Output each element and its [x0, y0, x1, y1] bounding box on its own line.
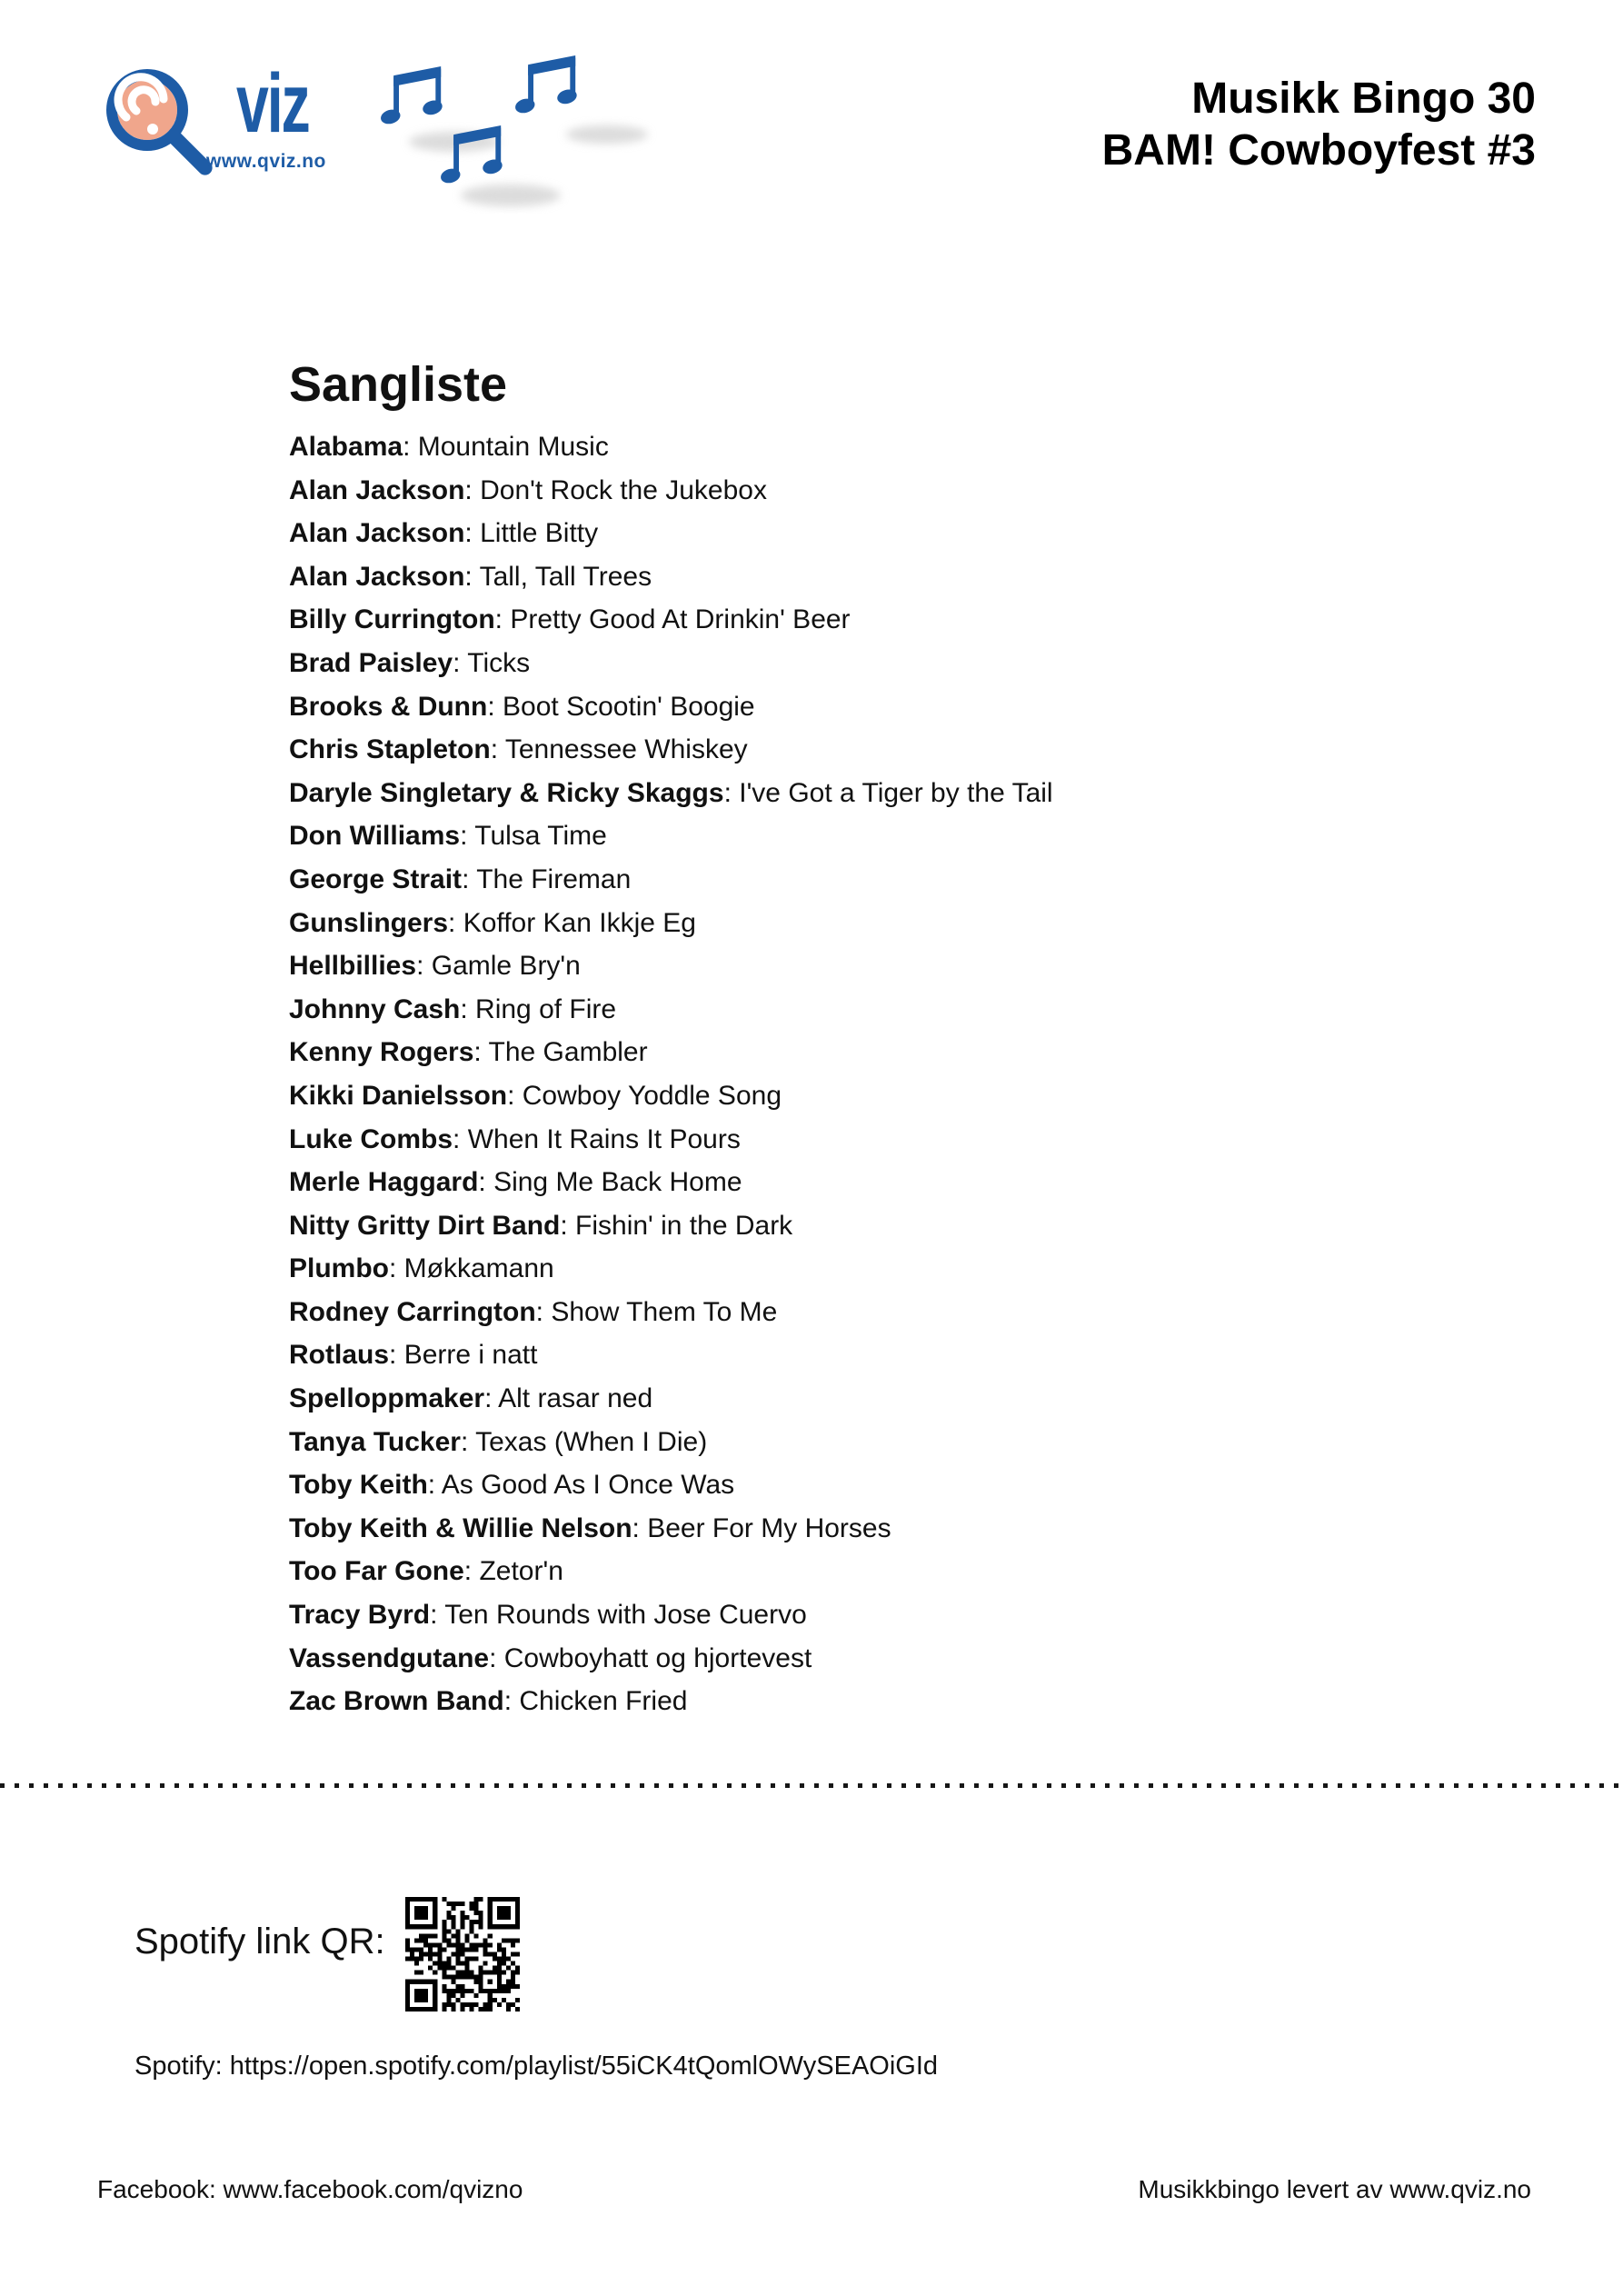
song-artist: Alan Jackson: [289, 474, 465, 505]
song-artist: Plumbo: [289, 1253, 389, 1284]
song-item: [289, 902, 1053, 945]
song-item: [289, 858, 1053, 902]
song-title: Cowboyhatt og hjortevest: [503, 1642, 812, 1673]
song-separator: :: [484, 1383, 499, 1414]
song-item: [289, 1031, 1053, 1074]
song-artist: Merle Haggard: [289, 1167, 479, 1198]
song-title: Ring of Fire: [475, 993, 617, 1024]
song-item: [289, 1074, 1053, 1118]
event-title: Musikk Bingo 30: [1191, 75, 1536, 123]
song-artist: Tracy Byrd: [289, 1600, 431, 1631]
song-item: [289, 772, 1053, 815]
song-item: [289, 1118, 1053, 1162]
song-separator: :: [490, 734, 505, 765]
song-title: Show Them To Me: [551, 1296, 778, 1327]
song-item: [289, 425, 1053, 469]
song-item: [289, 1247, 1053, 1291]
song-artist: Zac Brown Band: [289, 1686, 504, 1717]
song-item: [289, 1463, 1053, 1507]
song-item: [289, 1377, 1053, 1421]
song-item: [289, 1637, 1053, 1681]
song-separator: :: [507, 1080, 523, 1111]
logo-url: www.qviz.no: [206, 151, 326, 172]
music-notes-icon: [363, 45, 663, 214]
song-separator: :: [473, 1037, 489, 1068]
song-title: The Fireman: [476, 863, 632, 894]
song-item: [289, 685, 1053, 729]
song-separator: :: [460, 1426, 476, 1457]
song-separator: :: [403, 432, 418, 462]
song-title: Don't Rock the Jukebox: [480, 474, 767, 505]
song-artist: Vassendgutane: [289, 1642, 490, 1673]
song-title: Fishin' in the Dark: [575, 1210, 793, 1241]
song-separator: :: [478, 1167, 494, 1198]
song-separator: :: [389, 1253, 404, 1284]
song-separator: :: [430, 1600, 445, 1631]
spotify-qr-label: Spotify link QR:: [134, 1922, 385, 1962]
spotify-link: Spotify: https://open.spotify.com/playlist/55iCK4tQomlOWySEAOiGId: [134, 2051, 939, 2081]
song-separator: :: [723, 777, 740, 808]
song-item: [289, 1204, 1053, 1248]
page-title: Sangliste: [289, 357, 508, 412]
song-list: [289, 425, 1053, 1723]
song-artist: Chris Stapleton: [289, 734, 491, 765]
song-title: Mountain Music: [417, 432, 609, 462]
song-title: Pretty Good At Drinkin' Beer: [510, 604, 851, 635]
song-separator: :: [464, 474, 481, 505]
song-artist: Don Williams: [289, 821, 461, 852]
song-title: As Good As I Once Was: [441, 1470, 735, 1501]
logo-text: viz: [236, 57, 309, 150]
header-titles: [1102, 73, 1536, 176]
song-separator: :: [460, 821, 475, 852]
song-separator: :: [535, 1296, 552, 1327]
song-title: Cowboy Yoddle Song: [522, 1080, 782, 1111]
cut-line: [0, 1783, 1623, 1788]
song-title: Ten Rounds with Jose Cuervo: [444, 1600, 807, 1631]
song-title: Chicken Fried: [519, 1686, 688, 1717]
song-artist: Rodney Carrington: [289, 1296, 536, 1327]
song-artist: George Strait: [289, 863, 463, 894]
song-separator: :: [416, 951, 432, 982]
event-subtitle: BAM! Cowboyfest #3: [1101, 126, 1536, 175]
song-title: Sing Me Back Home: [493, 1167, 742, 1198]
song-title: Tennessee Whiskey: [504, 734, 748, 765]
song-separator: :: [503, 1686, 520, 1717]
song-artist: Billy Currington: [289, 604, 495, 635]
song-separator: :: [389, 1340, 404, 1371]
song-item: [289, 1333, 1053, 1377]
song-separator: :: [494, 604, 511, 635]
song-item: [289, 1421, 1053, 1464]
song-item: [289, 512, 1053, 555]
song-item: [289, 1161, 1053, 1204]
song-artist: Daryle Singletary & Ricky Skaggs: [289, 777, 724, 808]
song-item: [289, 598, 1053, 642]
song-item: [289, 814, 1053, 858]
song-item: [289, 1550, 1053, 1593]
song-item: [289, 1680, 1053, 1723]
song-title: Møkkamann: [403, 1253, 554, 1284]
song-artist: Rotlaus: [289, 1340, 390, 1371]
song-separator: :: [464, 561, 480, 592]
spotify-qr-code: [405, 1897, 520, 2011]
song-artist: Spelloppmaker: [289, 1383, 485, 1414]
song-separator: :: [560, 1210, 576, 1241]
song-artist: Toby Keith: [289, 1470, 428, 1501]
song-separator: :: [464, 518, 481, 549]
song-item: [289, 728, 1053, 772]
song-separator: :: [427, 1470, 442, 1501]
song-item: [289, 1507, 1053, 1551]
song-title: Texas (When I Die): [475, 1426, 708, 1457]
song-item: [289, 1593, 1053, 1637]
song-separator: :: [463, 1556, 480, 1587]
song-title: Ticks: [467, 647, 531, 678]
song-separator: :: [453, 1123, 468, 1154]
song-title: Alt rasar ned: [498, 1383, 653, 1414]
song-artist: Brooks & Dunn: [289, 691, 488, 722]
song-title: Boot Scootin' Boogie: [503, 691, 755, 722]
song-title: The Gambler: [488, 1037, 648, 1068]
song-artist: Brad Paisley: [289, 647, 453, 678]
song-artist: Gunslingers: [289, 907, 449, 938]
song-title: Beer For My Horses: [647, 1512, 891, 1543]
song-separator: :: [448, 907, 463, 938]
song-separator: :: [453, 647, 468, 678]
song-item: [289, 944, 1053, 988]
song-title: Koffor Kan Ikkje Eg: [463, 907, 696, 938]
credit-text: Musikkbingo levert av www.qviz.no: [1138, 2175, 1531, 2203]
song-separator: :: [487, 691, 503, 722]
song-artist: Nitty Gritty Dirt Band: [289, 1210, 561, 1241]
song-item: [289, 988, 1053, 1032]
song-separator: :: [632, 1512, 648, 1543]
qviz-logo: [91, 53, 363, 212]
song-item: [289, 1291, 1053, 1334]
song-title: Tulsa Time: [474, 821, 607, 852]
song-artist: Toby Keith & Willie Nelson: [289, 1512, 632, 1543]
song-separator: :: [462, 863, 477, 894]
song-artist: Luke Combs: [289, 1123, 453, 1154]
song-title: Zetor'n: [479, 1556, 563, 1587]
song-separator: :: [489, 1642, 504, 1673]
song-artist: Alabama: [289, 432, 403, 462]
song-artist: Alan Jackson: [289, 561, 465, 592]
song-title: Tall, Tall Trees: [479, 561, 652, 592]
song-artist: Kenny Rogers: [289, 1037, 474, 1068]
song-item: [289, 642, 1053, 685]
facebook-link: Facebook: www.facebook.com/qvizno: [97, 2175, 523, 2203]
song-separator: :: [460, 993, 476, 1024]
song-artist: Too Far Gone: [289, 1556, 464, 1587]
song-title: I've Got a Tiger by the Tail: [739, 777, 1053, 808]
song-title: When It Rains It Pours: [467, 1123, 741, 1154]
song-artist: Kikki Danielsson: [289, 1080, 508, 1111]
song-artist: Hellbillies: [289, 951, 417, 982]
song-title: Gamle Bry'n: [431, 951, 581, 982]
magnifying-glass-question-icon: [91, 53, 236, 212]
song-title: Little Bitty: [480, 518, 599, 549]
song-item: [289, 469, 1053, 513]
song-artist: Tanya Tucker: [289, 1426, 461, 1457]
song-title: Berre i natt: [403, 1340, 538, 1371]
song-artist: Johnny Cash: [289, 993, 461, 1024]
song-artist: Alan Jackson: [289, 518, 465, 549]
song-item: [289, 555, 1053, 599]
